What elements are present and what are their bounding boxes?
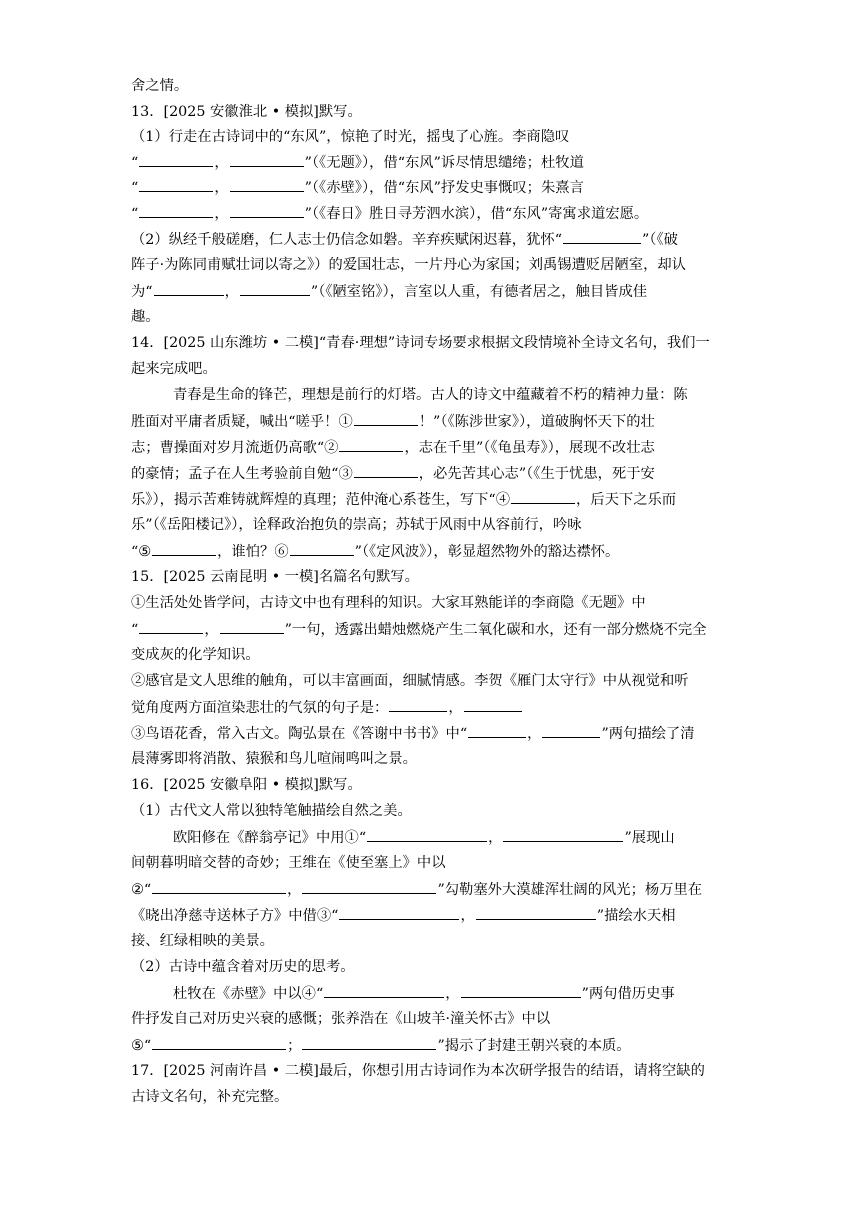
text-line: 古诗文名句，补充完整。 [131,1089,289,1105]
answer-blank[interactable] [302,1035,436,1050]
question-14-heading: 14．[2025 山东潍坊 • 二模]“青春·理想”诗词专场要求根据文段情境补全诗文名句，我们一 [131,335,710,351]
text-line: 趣。 [131,309,160,325]
text-line: 间朝暮明暗交替的奇妙；王维在《使至塞上》中以 [131,855,446,871]
text-line: “ ， ”（《无题》），借“东风”诉尽情思缱绻；杜牧道 [131,152,584,172]
text-line: 乐》），揭示苦难铸就辉煌的真理；范仲淹心系苍生，写下“④ ，后天下之乐而 [131,489,676,509]
text-line: 志；曹操面对岁月流逝仍高歌“② ，志在千里”（《龟虽寿》），展现不改壮志 [131,437,655,457]
answer-blank[interactable] [152,1035,286,1050]
answer-blank[interactable] [389,697,447,712]
text-line: 胜面对平庸者质疑，喊出“嗟乎！① ！”（《陈涉世家》），道破胸怀天下的壮 [131,411,655,431]
answer-blank[interactable] [139,152,213,167]
text-line: （2）纵经千般磋磨，仁人志士仍信念如磐。辛弃疾赋闲迟暮，犹怀“ ”（《破 [131,229,678,249]
text-line: 为“ ， ”（《陋室铭》），言室以人重，有德者居之，触目皆成佳 [131,281,647,301]
question-16-heading: 16．[2025 安徽阜阳 • 模拟]默写。 [131,777,362,793]
answer-blank[interactable] [324,983,444,998]
question-17-heading: 17．[2025 河南许昌 • 二模]最后，你想引用古诗词作为本次研学报告的结语，请将空缺的 [131,1063,705,1079]
answer-blank[interactable] [230,152,304,167]
text-line: “⑤ ，谁怕？⑥ ”（《定风波》），彰显超然物外的豁达襟怀。 [131,541,619,561]
answer-blank[interactable] [354,463,418,478]
text-line: “ ， ”一句，透露出蜡烛燃烧产生二氧化碳和水，还有一部分燃烧不完全 [131,619,707,639]
answer-blank[interactable] [220,619,284,634]
answer-blank[interactable] [152,541,216,556]
answer-blank[interactable] [152,879,286,894]
text-line: （1）行走在古诗词中的“东风”，惊艳了时光，摇曳了心旌。李商隐叹 [131,129,570,145]
text-line: 乐”（《岳阳楼记》），诠释政治抱负的崇高；苏轼于风雨中从容前行，吟咏 [131,517,582,533]
text-line: 起来完成吧。 [131,361,217,377]
text-line: 青春是生命的锋芒，理想是前行的灯塔。古人的诗文中蕴藏着不朽的精神力量：陈 [173,387,688,403]
text-line: （2）古诗中蕴含着对历史的思考。 [131,959,355,975]
text-line: 晨薄雾即将消散、猿猴和鸟儿喧闹鸣叫之景。 [131,751,417,767]
text-line: 变成灰的化学知识。 [131,647,260,663]
text-line: 的豪情；孟子在人生考验前自勉“③ ，必先苦其心志”（《生于忧患，死于安 [131,463,655,483]
answer-blank[interactable] [139,177,213,192]
answer-blank[interactable] [542,723,600,738]
answer-blank[interactable] [468,723,526,738]
question-15-heading: 15．[2025 云南昆明 • 一模]名篇名句默写。 [131,569,419,585]
answer-blank[interactable] [139,203,213,218]
answer-blank[interactable] [230,177,304,192]
text-line: ③鸟语花香，常入古文。陶弘景在《答谢中书书》中“ ， ”两句描绘了清 [131,723,695,743]
text-line: 接、红绿相映的美景。 [131,933,274,949]
answer-blank[interactable] [302,879,436,894]
answer-blank[interactable] [230,203,304,218]
text-line: 欧阳修在《醉翁亭记》中用①“ ， ”展现山 [173,827,675,847]
text-line: “ ， ”（《赤壁》），借“东风”抒发史事慨叹；朱熹言 [131,177,584,197]
text-line: （1）古代文人常以独特笔触描绘自然之美。 [131,803,412,819]
answer-blank[interactable] [464,697,522,712]
text-line: ⑤“ ； ”揭示了封建王朝兴衰的本质。 [131,1035,631,1055]
text-line: 件抒发自己对历史兴衰的感慨；张养浩在《山坡羊·潼关怀古》中以 [131,1011,551,1027]
answer-blank[interactable] [461,983,581,998]
text-line: 舍之情。 [131,78,189,94]
answer-blank[interactable] [367,827,487,842]
answer-blank[interactable] [154,281,224,296]
text-line: “ ， ”（《春日》胜日寻芳泗水滨），借“东风”寄寓求道宏愿。 [131,203,648,223]
answer-blank[interactable] [290,541,354,556]
text-line: 觉角度两方面渲染悲壮的气氛的句子是： ， [131,697,523,717]
text-line: ②感官是文人思维的触角，可以丰富画面，细腻情感。李贺《雁门太守行》中从视觉和听 [131,673,689,689]
text-line: 杜牧在《赤壁》中以④“ ， ”两句借历史事 [173,983,675,1003]
question-13-heading: 13．[2025 安徽淮北 • 模拟]默写。 [131,104,362,120]
answer-blank[interactable] [354,411,418,426]
text-line: ①生活处处皆学问，古诗文中也有理科的知识。大家耳熟能详的李商隐《无题》中 [131,595,646,611]
answer-blank[interactable] [339,905,459,920]
answer-blank[interactable] [240,281,310,296]
answer-blank[interactable] [139,619,203,634]
answer-blank[interactable] [511,489,575,504]
answer-blank[interactable] [476,905,596,920]
answer-blank[interactable] [339,437,403,452]
answer-blank[interactable] [563,229,641,244]
text-line: 《晓出净慈寺送林子方》中借③“ ， ”描绘水天相 [131,905,676,925]
answer-blank[interactable] [503,827,623,842]
text-line: ②“ ， ”勾勒塞外大漠雄浑壮阔的风光；杨万里在 [131,879,702,899]
text-line: 阵子·为陈同甫赋壮词以寄之》）的爱国壮志，一片丹心为家国；刘禹锡遭贬居陋室，却认 [131,257,686,273]
